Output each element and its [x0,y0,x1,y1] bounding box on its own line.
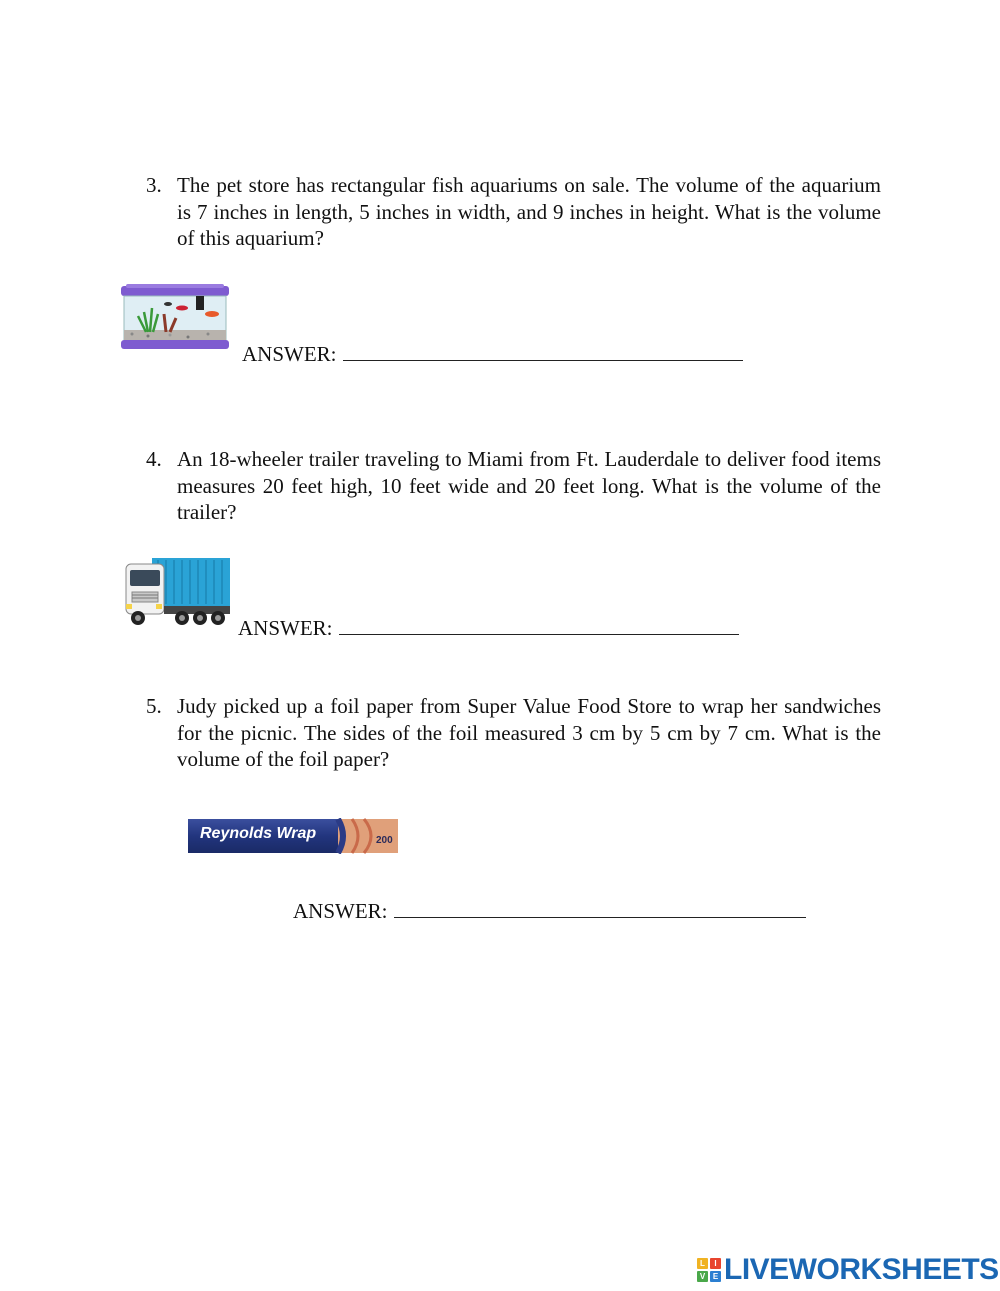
question-number: 5. [146,694,162,718]
logo-text: LIVEWORKSHEETS [724,1253,999,1286]
question-4 [146,446,881,526]
question-text: The pet store has rectangular fish aquariums on sale. The volume of the aquarium is 7 inches in length, 5 inches in width, and 9 inches in height. What is the volume of this aquarium? [177,173,881,250]
foil-box-number: 200 [376,835,393,846]
question-5 [146,693,881,773]
answer-label: ANSWER: [293,899,388,923]
answer-label: ANSWER: [242,342,337,366]
fish-aquarium-image [118,284,232,352]
foil-box-image [188,818,398,854]
foil-brand-text: Reynolds Wrap [200,825,317,842]
answer-blank[interactable] [343,340,743,361]
answer-label: ANSWER: [238,616,333,640]
answer-line-4 [238,614,739,641]
question-text: Judy picked up a foil paper from Super Value Food Store to wrap her sandwiches for the picnic. The sides of the foil measured 3 cm by 5 cm by 7 cm. What is the volume of the foil paper? [177,694,881,771]
logo-block: L [697,1258,708,1269]
question-text: An 18-wheeler trailer traveling to Miami from Ft. Lauderdale to deliver food items measures 20 feet high, 10 feet wide and 20 feet long. What is the volume of the trailer? [177,447,881,524]
liveworksheets-logo [697,1254,999,1286]
logo-block: E [710,1271,721,1282]
answer-line-3 [242,340,743,367]
logo-block: V [697,1271,708,1282]
truck-image [124,554,232,628]
answer-blank[interactable] [339,614,739,635]
answer-blank[interactable] [394,897,806,918]
logo-block: I [710,1258,721,1269]
answer-line-5 [293,897,806,924]
question-number: 4. [146,447,162,471]
logo-blocks-icon [697,1258,721,1282]
question-number: 3. [146,173,162,197]
question-3 [146,172,881,252]
